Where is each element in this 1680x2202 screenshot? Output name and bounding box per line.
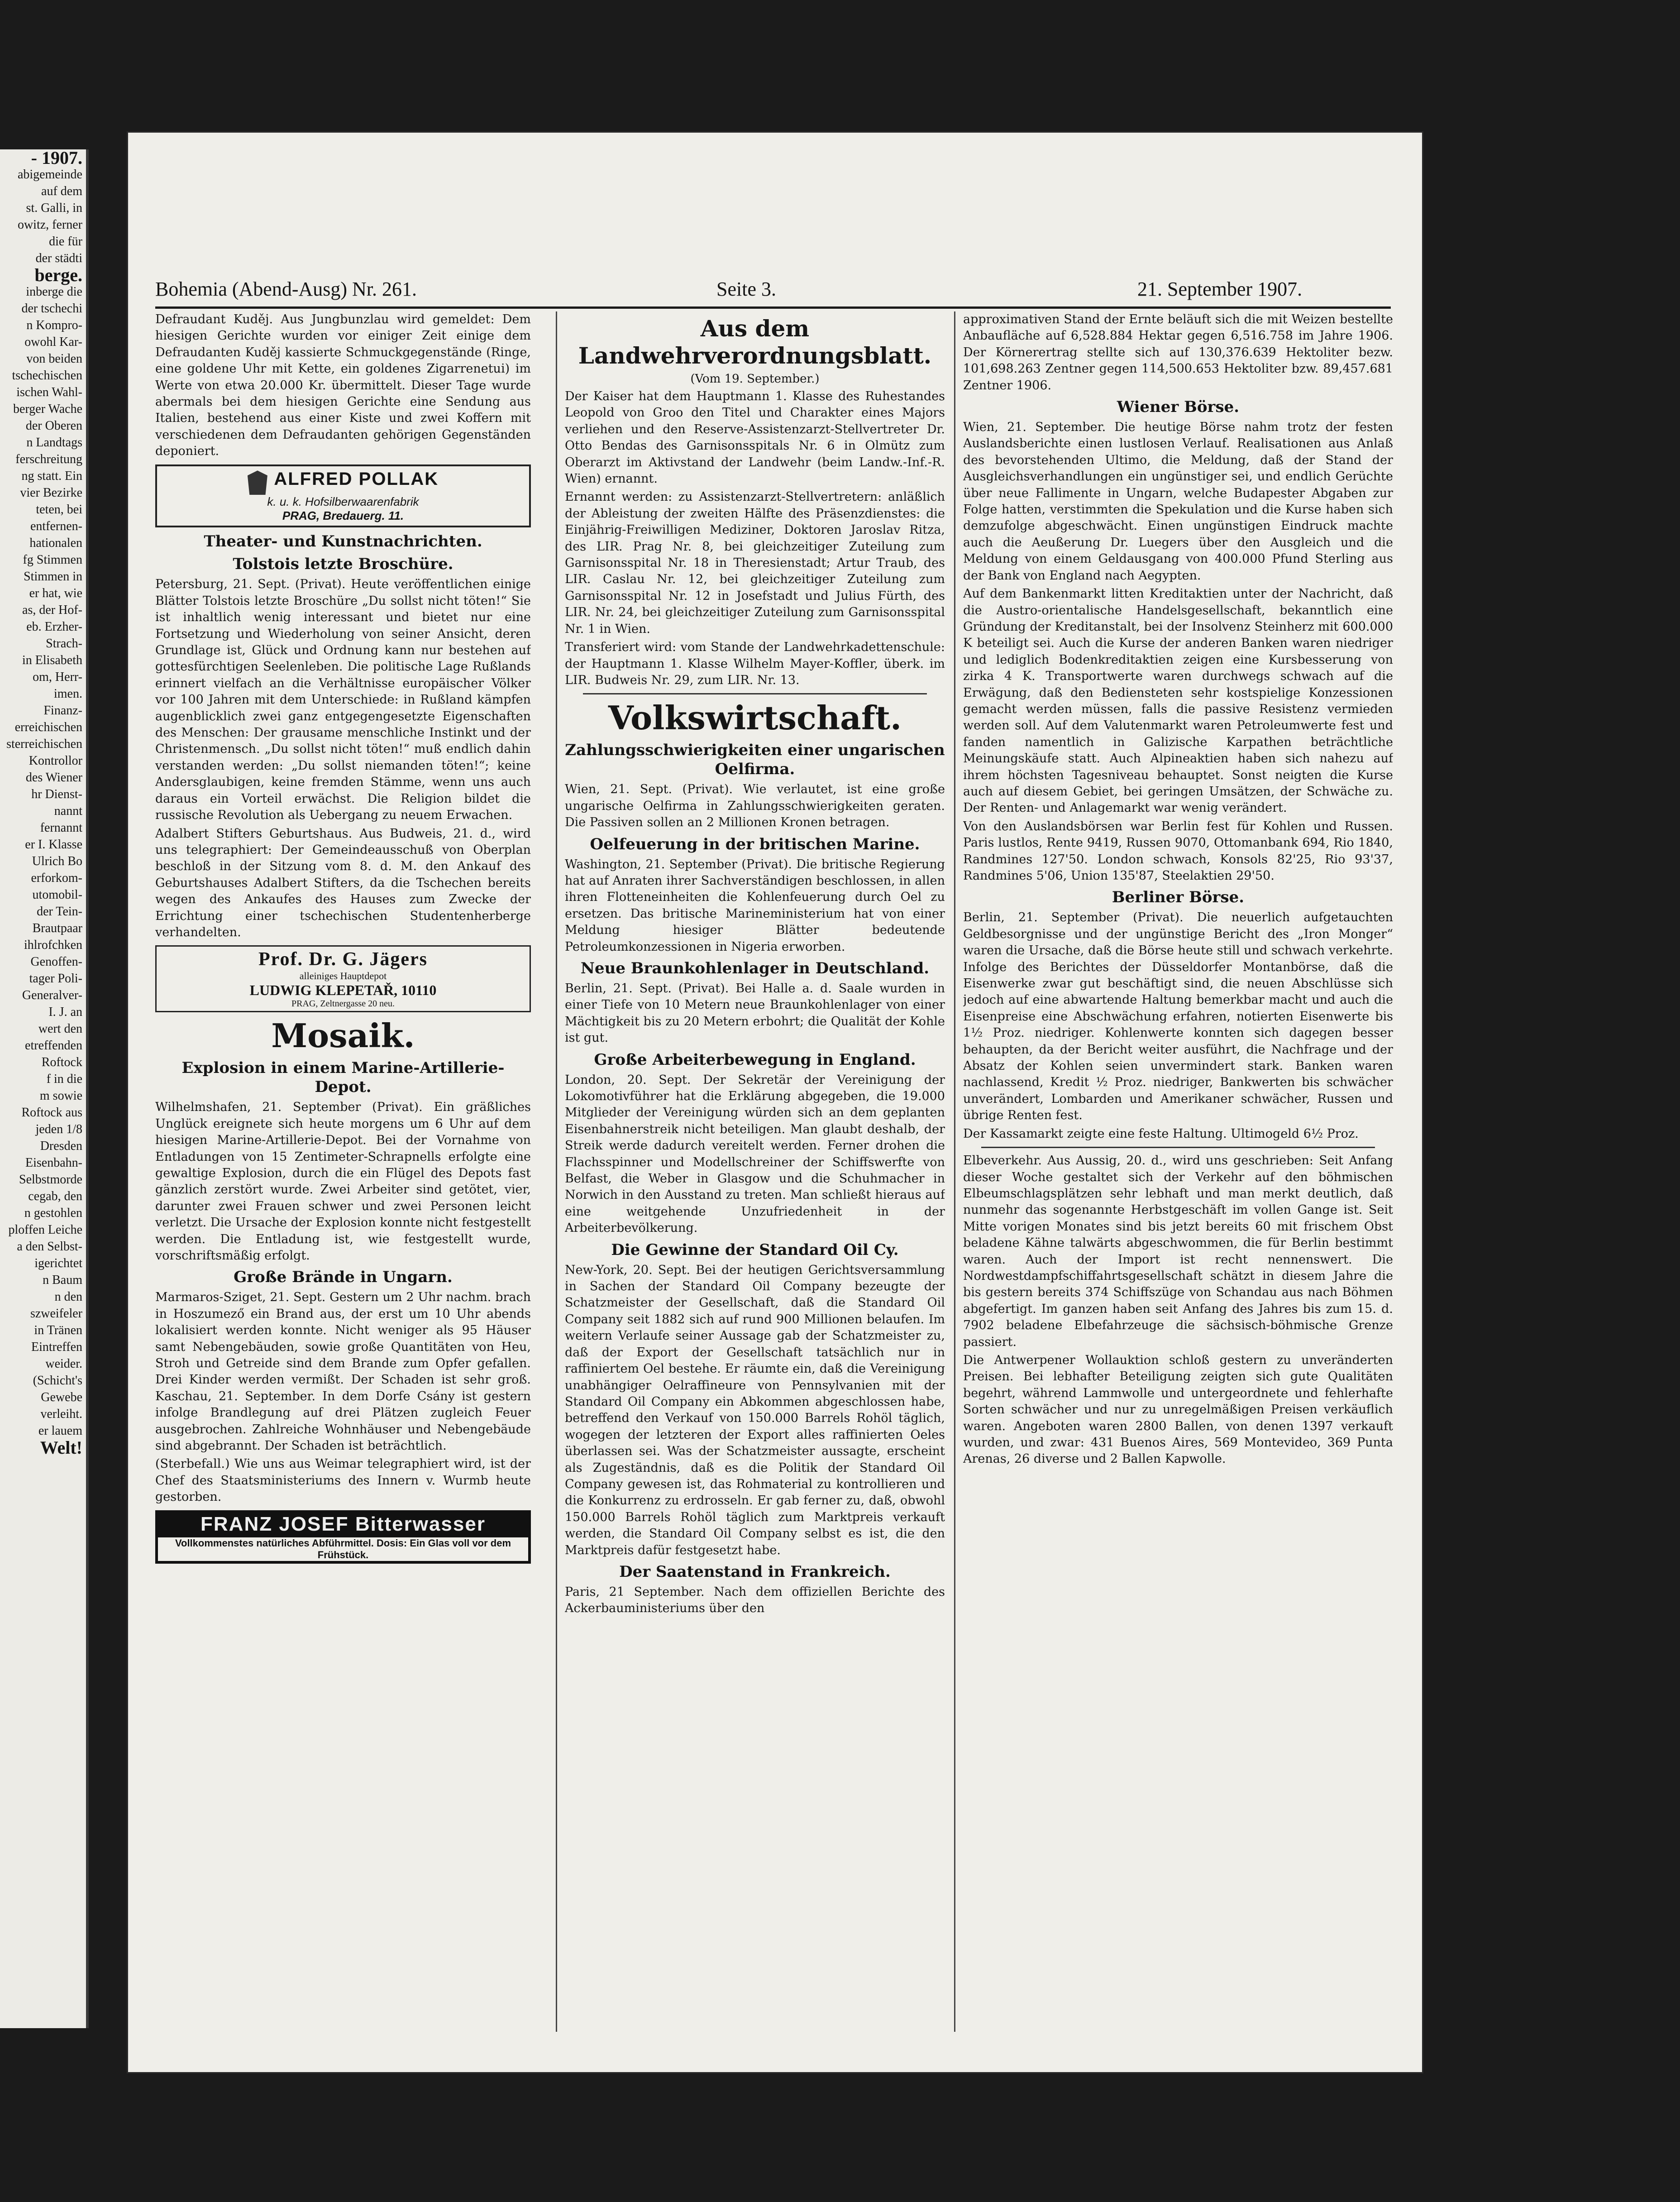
previous-page-line: Genoffen- [30,955,82,969]
previous-page-line: der tschechi [21,302,82,316]
previous-page-line: (Schicht's [33,1374,82,1388]
previous-page-line: Gewebe [41,1390,82,1404]
previous-page-line: Finanz- [43,704,82,718]
article-berliner-boerse-2: Der Kassamarkt zeigte eine feste Haltung. Ultimogeld 6½ Proz. [963,1126,1359,1141]
section-heading-landwehr: Aus dem Landwehrverordnungsblatt. [578,315,932,369]
previous-page-line: ng statt. Ein [21,469,82,483]
column-3 [963,311,1393,2032]
article-heading-explosion: Explosion in einem Marine-Artillerie-Depot. [181,1059,505,1096]
article-oel: Washington, 21. September (Privat). Die britische Regierung hat auf Anraten ihrer Sachverständigen beschlossen, in allen ihren Flotteneinheiten die Kohlenfeuerung durch Oel zu ersetzen. Das britische Marineministerium hat von einer Meldung hiesiger Blätter bedeutende Petroleumkonzessionen in Nigeria erworben. [565,857,945,954]
previous-page-line: fernannt [40,821,82,835]
header-rule [155,306,1391,309]
article-heading-zahlung: Zahlungsschwierigkeiten einer ungarischen Oelfirma. [565,741,945,779]
previous-page-line: des Wiener [25,771,82,785]
advert-jaeger [155,945,531,1012]
previous-page-line: hationalen [29,536,82,550]
previous-page-line: der städti [35,251,82,265]
section-heading-berliner-boerse: Berliner Börse. [1112,888,1245,907]
advert-pollak [155,464,531,528]
previous-page-line: die für [49,235,82,249]
article-stifter: Adalbert Stifters Geburtshaus. Aus Budweis, 21. d., wird uns telegraphiert: Der Gemeindeausschuß von Oberplan beschloß in der Sitzung vom 8. d. M. den Ankauf des Geburtshauses Adalbert Stifters, da die Tschechen bereits wegen des Ankaufes des Hauses zum Zwecke der Errichtung einer tschechischen Studentenherberge verhandelten. [155,826,531,939]
article-heading-saatenstand: Der Saatenstand in Frankreich. [619,1562,891,1581]
previous-page-fragment [0,149,89,2028]
previous-page-line: ferschreitung [15,452,82,466]
section-heading-wiener-boerse: Wiener Börse. [1117,398,1240,416]
section-heading-volkswirtschaft: Volkswirtschaft. [608,699,902,737]
article-landwehr-1: Der Kaiser hat dem Hauptmann 1. Klasse des Ruhestandes Leopold von Groo den Titel und Charakter eines Majors verliehen und den Reserve-Assistenzarzt-Stellvertreter Dr. Otto Bendas des Garnisonsspitals Nr. 6 in Olmütz zum Oberarzt im Aktivstand der Landwehr (beim Landw.-Inf.-R. Wien) ernannt. [565,389,945,486]
previous-page-line: in Tränen [34,1323,82,1337]
previous-page-line: abigemeinde [17,168,82,182]
previous-page-line: er hat, wie [29,586,82,600]
previous-page-line: n Landtags [26,436,82,450]
previous-page-line: erforkom- [31,871,82,885]
article-explosion: Wilhelmshafen, 21. September (Privat). Ein gräßliches Unglück ereignete sich heute morgens um 6 Uhr auf dem hiesigen Marine-Artillerie-Depot. Bei der Vornahme von Entladungen von 15 Zentimeter-Schrapnells erfolgte eine gewaltige Explosion, durch die ein Flügel des Depots fast gänzlich zerstört wurde. Zwei Arbeiter sind getötet, vier, darunter zwei Frauen schwer und zwei Personen leicht verletzt. Die Ursache der Explosion konnte nicht festgestellt werden. Die Entladung ist, wie festgestellt wurde, vorschriftsmäßig erfolgt. [155,1100,531,1263]
previous-page-line: Generalver- [22,988,82,1002]
article-saatenstand: Paris, 21 September. Nach dem offiziellen Berichte des Ackerbauministeriums über den [565,1584,945,1616]
previous-page-line: igerichtet [34,1256,82,1270]
article-heading-england: Große Arbeiterbewegung in England. [594,1050,916,1069]
previous-page-line: szweifeler [30,1307,82,1321]
column-divider-1 [556,311,557,2032]
previous-page-line: n gestohlen [24,1206,82,1220]
previous-page-lines [0,149,86,1456]
previous-page-line: inberge die [26,285,82,299]
previous-page-line: verleiht. [40,1407,82,1421]
previous-page-line: Roftock [41,1055,82,1069]
previous-page-line: Brautpaar [32,921,82,935]
previous-page-line: er I. Klasse [25,838,82,852]
article-braunkohle: Berlin, 21. Sept. (Privat). Bei Halle a. d. Saale wurden in einer Tiefe von 10 Metern neue Braunkohlenlager von einer Mächtigkeit bis zu 20 Metern erbohrt; die Qualität der Kohle ist gut. [565,981,945,1045]
previous-page-line: jeden 1/8 [35,1122,82,1136]
previous-page-line: ploffen Leiche [8,1223,82,1237]
column-divider-2 [954,311,955,2032]
previous-page-line: Eintreffen [31,1340,82,1354]
previous-page-line: imen. [54,687,82,701]
previous-page-line: ihlrofchken [24,938,82,952]
previous-page-line: Stimmen in [24,570,82,584]
advert-jaeger-line3: LUDWIG KLEPETAŘ, 10110 [249,982,437,999]
previous-page-line: entfernen- [30,519,82,533]
previous-page-line: der Tein- [37,905,82,919]
article-landwehr-3: Transferiert wird: vom Stande der Landwehrkadettenschule: der Hauptmann 1. Klasse Wilhelm Mayer-Koffler, überk. im LIR. Budweis Nr. 29, zum LIR. Nr. 13. [565,640,945,687]
article-saatenstand-continued: approximativen Stand der Ernte beläuft sich die mit Weizen bestellte Anbaufläche auf 6,528.884 Hektar gegen 6,516.758 im Jahre 1906. Der Körnerertrag stellte sich auf 130,376.639 Hektoliter bezw. 101,698.263 Zentner gegen 114,500.653 Hektoliter bzw. 89,457.681 Zentner 1906. [963,312,1393,393]
previous-page-line: n den [54,1290,82,1304]
previous-page-line: cegab, den [28,1189,82,1203]
article-wiener-boerse-2: Auf dem Bankenmarkt litten Kreditaktien unter der Nachricht, daß die Austro-orientalische Handelsgesellschaft, bekanntlich eine Gründung der Kreditanstalt, bei der Insolvenz Steinherz mit 600.000 K beteiligt sei. Auch die Kurse der anderen Banken waren niedriger und lediglich Bodenkreditaktien zeigen eine Kursbesserung von zirka 4 K. Transportwerte waren durchwegs schwach auf die Erwägung, daß den Bediensteten sehr kostspielige Konzessionen gemacht werden müssen, falls die passive Resistenz vermieden werden soll. Auf dem Valutenmarkt waren Petroleumwerte fest und fanden namentlich in Galizische Karpathen beträchtliche Meinungskäufe statt. Auch Alpineaktien haben sich nahezu auf ihrem höchsten Tagesniveau behauptet. Sonst neigten die Kurse auch auf diesem Gebiet, bei geringen Umsätzen, der Schwäche zu. Der Renten- und Anlagemarkt war wenig verändert. [963,587,1393,815]
previous-page-line: n Kompro- [26,318,82,332]
header-date: 21. September 1907. [1137,278,1303,300]
advert-franz-josef [155,1510,531,1564]
article-england: London, 20. Sept. Der Sekretär der Vereinigung der Lokomotivführer hat die Erklärung abgegeben, die 19.000 Mitglieder der Vereinigung würden sich an dem geplanten Eisenbahnerstreik nicht beteiligen. Man glaubt deshalb, der Streik werde dadurch vereitelt werden. Ferner drohen die Flachsspinner und Modellschreiner der Schiffswerfte von Belfast, die Weber in Glasgow und die Schuhmacher in Norwich in den Ausstand zu treten. Man schließt hieraus auf eine weitgehende Unzufriedenheit in der Arbeiterbevölkerung. [565,1072,945,1235]
newspaper-page [127,131,1423,2073]
divider [981,1147,1375,1148]
previous-page-line: om, Herr- [33,670,82,684]
section-heading-theater: Theater- und Kunstnachrichten. [204,532,482,551]
article-heading-oel: Oelfeuerung in der britischen Marine. [590,835,920,853]
article-wiener-boerse-3: Von den Auslandsbörsen war Berlin fest für Kohlen und Russen. Paris lustlos, Rente 9419, Russen 9070, Ottomanbank 694, Rio 1840, Randmines 127'50. London schwach, Konsols 82'25, Rio 93'37, Randmines 5'06, Union 135'87, Steelaktien 29'50. [963,819,1393,883]
divider [583,693,927,694]
section-heading-mosaik: Mosaik. [271,1016,415,1055]
previous-page-line: owitz, ferner [17,218,82,232]
previous-page-line: berge. [34,265,82,285]
previous-page-line: berger Wache [13,402,82,416]
advert-franz-josef-line1: FRANZ JOSEF Bitterwasser [200,1513,486,1535]
article-landwehr-2: Ernannt werden: zu Assistenzarzt-Stellvertretern: anläßlich der Ableistung der zweiten Hälfte des Präsenzdienstes: die Einjährig-Freiwilligen Mediziner, Doktoren Jaroslav Ritza, des LIR. Prag Nr. 8, bei gleichzeitiger Zuteilung zum Garnisonsspital Nr. 18 in Theresienstadt; Artur Traub, des LIR. Caslau Nr. 12, bei gleichzeitiger Zuteilung zum Garnisonsspital Nr. 12 in Josefstadt und Julius Fürth, des LIR. Nr. 24, bei gleichzeitiger Zuteilung zum Garnisonsspital Nr. 1 in Wien. [565,490,945,636]
article-heading-tolstoi: Tolstois letzte Broschüre. [233,555,453,574]
crest-icon [248,470,267,495]
advert-jaeger-line2: alleiniges Hauptdepot [299,970,387,982]
previous-page-line: fg Stimmen [23,553,82,567]
article-wiener-boerse-1: Wien, 21. September. Die heutige Börse nahm trotz der festen Auslandsberichte einen lustlosen Verlauf. Realisationen aus Anlaß des bevorstehenden Ultimo, die Meldung, daß der Stand der Ausgleichsverhandlungen ein ungünstiger sei, und endlich Gerüchte über neue Fallimente in Ungarn, welche Budapester Abgaben zur Folge hatten, verstimmten die Spekulation und die Kurse haben sich demzufolge abgeschwächt. Einen ungünstigen Eindruck machte auch die Aeußerung Dr. Luegers über den Ausgleich und die Meldung von einem Geldausgang von 400.000 Pfund Sterling aus der Bank von England nach Aegypten. [963,420,1393,583]
previous-page-line: teten, bei [36,503,82,517]
previous-page-line: - 1907. [31,149,82,168]
previous-page-line: erreichischen [14,720,82,734]
column-1 [155,311,531,2032]
article-heading-brande: Große Brände in Ungarn. [234,1268,453,1287]
previous-page-line: hr Dienst- [31,787,82,801]
header-page-number: Seite 3. [716,278,776,300]
article-brande: Marmaros-Sziget, 21. Sept. Gestern um 2 Uhr nachm. brach in Hoszumező ein Brand aus, der erst um 10 Uhr abends lokalisiert werden konnte. Nicht weniger als 95 Häuser samt Nebengebäuden, sowie große Quantitäten von Heu, Stroh und Getreide sind dem Brande zum Opfer gefallen. Drei Kinder werden vermißt. Der Schaden ist sehr groß. Kaschau, 21. September. In dem Dorfe Csány ist gestern infolge Brandlegung auf drei Plätzen zugleich Feuer ausgebrochen. Zahlreiche Wohnhäuser und Nebengebäude sind abgebrannt. Der Schaden ist beträchtlich. [155,1290,531,1453]
article-defraudant: Defraudant Kuděj. Aus Jungbunzlau wird gemeldet: Dem hiesigen Gerichte wurden vor einiger Zeit einige dem Defraudanten Kuděj kassierte Schmuckgegenstände (Ringe, eine goldene Uhr mit Kette, ein goldenes Zigarrenetui) im Werte von etwa 20.000 Kr. übermittelt. Dieser Tage wurde abermals bei dem hiesigen Gerichte eine Sendung aus Italien, bestehend aus einer Kiste und zwei Koffern mit verschiedenen dem Defraudanten gehörigen Gegenständen deponiert. [155,312,531,459]
previous-page-line: sterreichischen [6,737,82,751]
previous-page-line: etreffenden [25,1039,82,1053]
previous-page-line: Welt! [40,1437,82,1458]
previous-page-line: n Baum [43,1273,82,1287]
previous-page-line: der Oberen [25,419,82,433]
column-2 [565,311,945,2032]
previous-page-line: utomobil- [32,888,82,902]
previous-page-line: in Elisabeth [22,653,82,667]
previous-page-line: Selbstmorde [19,1173,82,1187]
article-heading-standard-oil: Die Gewinne der Standard Oil Cy. [611,1240,899,1259]
landwehr-date: (Vom 19. September.) [690,372,820,386]
article-berliner-boerse: Berlin, 21. September (Privat). Die neuerlich aufgetauchten Geldbesorgnisse und der ungünstige Bericht des „Iron Monger“ waren die Ursache, daß die Börse heute still und schwach verkehrte. Infolge des Berichtes der Düsseldorfer Montanbörse, daß die Eisenwerke zwar gut beschäftigt sind, die neuen Abschlüsse sich jedoch auf eine abwartende Haltung bemerkbar macht und auch die Eisenpreise eine Abschwächung erfahren, notierten Eisenwerte bis 1½ Proz. niedriger. Kohlenwerte konnten sich dagegen besser behaupten, da der Bericht weiter ausführt, die Nachfrage und der Absatz der Kohlen seien unvermindert stark. Banken waren nachlassend, Kredit ½ Proz. niedriger, Bankwerten bis schwächer unverändert, Lombarden und Amerikaner schwächer, Russen und übrige Renten fest. [963,910,1393,1123]
previous-page-line: Eisenbahn- [25,1156,82,1170]
previous-page-line: eb. Erzher- [26,620,82,634]
previous-page-line: von beiden [26,352,82,366]
previous-page-line: Roftock aus [21,1106,82,1120]
previous-page-line: weider. [45,1357,82,1371]
previous-page-line: f in die [46,1072,82,1086]
previous-page-line: nannt [54,804,82,818]
article-tolstoi: Petersburg, 21. Sept. (Privat). Heute veröffentlichen einige Blätter Tolstois letzte Broschüre „Du sollst nicht töten!“ Sie ist inhaltlich wenig interessant und bietet nur eine Fortsetzung und Wiederholung von seiner Ansicht, deren Grundlage ist, Glück und Ordnung kann nur bestehen auf gottesfürchtigen Seelenleben. Die politische Lage Rußlands erinnert vielfach an die Verhältnisse europäischer Völker vor 100 Jahren mit dem Unterschiede: in Rußland kämpfen augenblicklich zwei ganz entgegengesetzte Eigenschaften des Menschen: Der grausame menschliche Instinkt und der Christenmensch. „Du sollst nicht töten!“ muß endlich dahin verstanden werden: „Du sollst niemanden töten!“; keine Andersglaubigen, keine fremden Stämme, wenn uns auch daraus ein Vorteil erwächst. Die Religion bildet die russische Revolution als Uebergang zu neuem Erwachen. [155,577,531,823]
advert-pollak-line3: PRAG, Bredauerg. 11. [282,509,404,523]
header-publication: Bohemia (Abend-Ausg) Nr. 261. [155,278,417,300]
previous-page-line: Ulrich Bo [32,854,82,868]
article-heading-braunkohle: Neue Braunkohlenlager in Deutschland. [580,959,930,977]
previous-page-line: Kontrollor [29,754,82,768]
advert-jaeger-line1: Prof. Dr. G. Jägers [258,949,428,970]
page-header [155,278,1377,305]
previous-page-line: ischen Wahl- [16,385,82,399]
previous-page-line: m sowie [39,1089,82,1103]
previous-page-line: a den Selbst- [17,1240,82,1254]
article-wollauktion: Die Antwerpener Wollauktion schloß gestern zu unveränderten Preisen. Bei lebhafter Beteiligung zeigten sich gute Qualitäten begehrt, während Lammwolle und untergeordnete und fehlerhafte Sorten schwächer und nur zu unregelmäßigen Preisen verkäuflich waren. Angeboten waren 2800 Ballen, von denen 1397 verkauft wurden, und zwar: 431 Buenos Aires, 569 Montevideo, 369 Punta Arenas, 26 diverse und 2 Ballen Kapwolle. [963,1353,1393,1466]
previous-page-line: Dresden [40,1139,82,1153]
previous-page-line: I. J. an [48,1005,82,1019]
previous-page-line: Strach- [46,637,82,651]
previous-page-line: er lauem [38,1424,82,1438]
article-zahlung: Wien, 21. Sept. (Privat). Wie verlautet, ist eine große ungarische Oelfirma in Zahlungsschwierigkeiten geraten. Die Passiven sollen an 2 Millionen Kronen betragen. [565,782,945,830]
previous-page-line: tager Poli- [29,972,82,986]
advert-jaeger-line4: PRAG, Zeltnergasse 20 neu. [291,999,395,1009]
advert-franz-josef-line2: Vollkommenstes natürliches Abführmittel. Dosis: Ein Glas voll vor dem Frühstück. [158,1537,528,1561]
article-elbeverkehr: Elbeverkehr. Aus Aussig, 20. d., wird uns geschrieben: Seit Anfang dieser Woche gestaltet sich der Verkehr auf den böhmischen Elbeumschlagsplätzen sehr lebhaft und man merkt deutlich, daß nunmehr das sogenannte Herbstgeschäft im vollen Gange ist. Seit Mitte vorigen Monates sind bis jetzt bereits 60 mit frischem Obst beladene Kähne talwärts abgeschwommen, die für Berlin bestimmt waren. Auch der Import ist recht nennenswert. Die Nordwestdampfschiffahrtsgesellschaft schätzt in diesem Jahre die bis gestern bereits 374 Schiffszüge von Schandau aus nach Böhmen abgefertigt. Im ganzen haben seit Anfang des Jahres bis zum 15. d. 7902 beladene Elbefahrzeuge die sächsisch-böhmische Grenze passiert. [963,1154,1393,1349]
previous-page-line: auf dem [41,184,82,198]
previous-page-line: tschechischen [12,369,82,383]
article-sterbefall: (Sterbefall.) Wie uns aus Weimar telegraphiert wird, ist der Chef des Staatsministeriums des Innern v. Wurmb heute gestorben. [155,1457,531,1504]
advert-pollak-name: ALFRED POLLAK [274,469,439,489]
previous-page-line: as, der Hof- [22,603,82,617]
previous-page-line: vier Bezirke [20,486,82,500]
previous-page-line: wert den [38,1022,82,1036]
advert-pollak-line2: k. u. k. Hofsilberwaarenfabrik [267,495,419,509]
article-standard-oil: New-York, 20. Sept. Bei der heutigen Gerichtsversammlung in Sachen der Standard Oil Company bezeugte der Schatzmeister der Gesellschaft, daß die Standard Oil Company seit 1882 sich auf rund 900 Millionen belaufen. Im weitern Verlaufe seiner Aussage gab der Schatzmeister zu, daß der Export der Gesellschaft tatsächlich nur in raffiniertem Oel bestehe. Er räumte ein, daß die Vereinigung unabhängiger Oelraffineure von Pennsylvanien mit der Standard Oil Company ein Abkommen abgeschlossen habe, betreffend den Verkauf von 150.000 Barrels Rohöl täglich, wogegen der letzteren der Export alles raffinierten Oeles überlassen sei. Was der Schatzmeister aussagte, erscheint als Zugeständnis, daß es die Politik der Standard Oil Company gewesen ist, das Rohmaterial zu kontrollieren und die Konkurrenz zu erdrosseln. Er gab ferner zu, daß, obwohl 150.000 Barrels Rohöl täglich zum Marktpreis verkauft werden, die Standard Oil Company selbst es ist, die den Marktpreis dafür festgesetzt habe. [565,1263,945,1557]
previous-page-line: owohl Kar- [24,335,82,349]
previous-page-line: st. Galli, in [26,201,82,215]
